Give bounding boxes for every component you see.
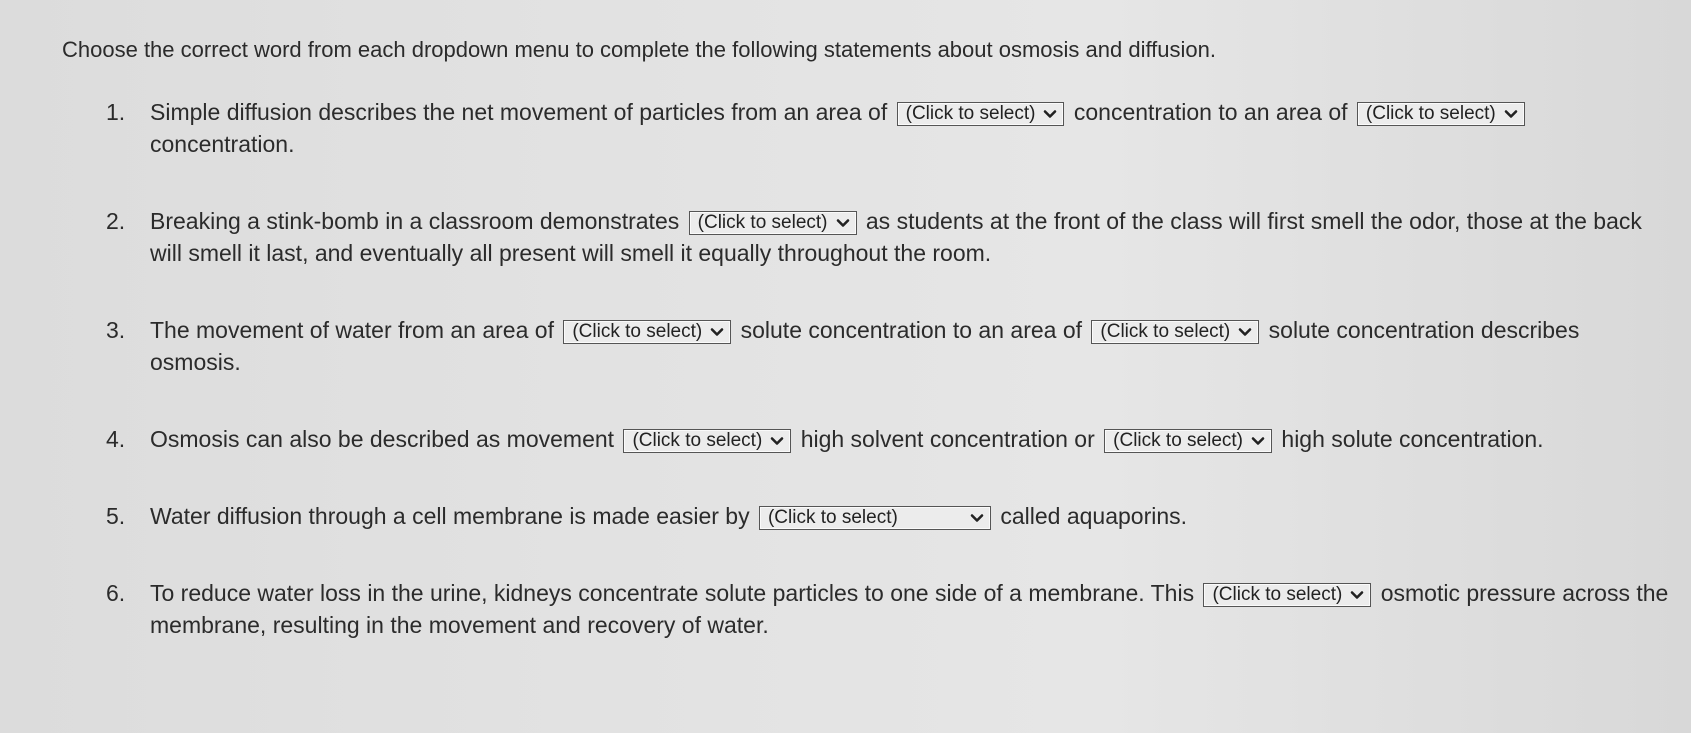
chevron-down-icon <box>1236 323 1254 341</box>
chevron-down-icon <box>1348 586 1366 604</box>
q2-dropdown-1[interactable] <box>689 211 857 235</box>
question-1 <box>62 96 1670 160</box>
q4-dropdown-2[interactable] <box>1104 429 1272 453</box>
question-number: 1. <box>106 99 126 125</box>
question-text: concentration. <box>150 131 295 157</box>
question-3 <box>62 314 1670 378</box>
chevron-down-icon <box>708 323 726 341</box>
dropdown-label: (Click to select) <box>1365 102 1496 124</box>
question-number: 4. <box>106 426 126 452</box>
dropdown-label: (Click to select) <box>572 320 703 342</box>
question-text: Breaking a stink-bomb in a classroom demonstrates <box>150 208 680 234</box>
dropdown-label: (Click to select) <box>632 429 763 451</box>
question-text: solute concentration to an area of <box>740 317 1083 343</box>
question-list <box>62 96 1669 641</box>
question-6 <box>62 577 1670 641</box>
question-text: Water diffusion through a cell membrane is made easier by <box>150 503 750 529</box>
question-text: called aquaporins. <box>1000 503 1188 529</box>
dropdown-label: (Click to select) <box>1113 429 1244 451</box>
question-number: 6. <box>106 580 126 606</box>
question-text: concentration to an area of <box>1073 99 1348 125</box>
question-2 <box>62 205 1670 269</box>
question-text: Osmosis can also be described as movement <box>150 426 615 452</box>
question-text: high solvent concentration or <box>800 426 1095 452</box>
chevron-down-icon <box>768 432 786 450</box>
chevron-down-icon <box>1249 432 1267 450</box>
chevron-down-icon <box>834 214 852 232</box>
q6-dropdown-1[interactable] <box>1203 583 1371 607</box>
question-text: solute concentration describes osmosis. <box>150 317 1580 375</box>
question-text: Simple diffusion describes the net movement of particles from an area of <box>150 99 888 125</box>
q3-dropdown-2[interactable] <box>1091 320 1259 344</box>
question-number: 2. <box>106 208 126 234</box>
question-text: The movement of water from an area of <box>150 317 554 343</box>
dropdown-label: (Click to select) <box>1100 320 1231 342</box>
question-5 <box>62 500 1670 532</box>
dropdown-label: (Click to select) <box>697 211 828 233</box>
dropdown-label: (Click to select) <box>905 102 1036 124</box>
dropdown-label: (Click to select) <box>1212 583 1343 605</box>
instructions-text: Choose the correct word from each dropdown menu to complete the following statements about osmosis and diffusion. <box>62 37 1217 62</box>
question-text: osmotic pressure across the membrane, resulting in the movement and recovery of water. <box>150 580 1669 638</box>
chevron-down-icon <box>1041 105 1059 123</box>
question-4 <box>62 423 1670 455</box>
chevron-down-icon <box>968 509 986 527</box>
question-text: high solute concentration. <box>1281 426 1544 452</box>
dropdown-label: (Click to select) <box>767 506 898 528</box>
question-text: To reduce water loss in the urine, kidneys concentrate solute particles to one side of a membrane. This <box>150 580 1195 606</box>
q1-dropdown-1[interactable] <box>897 102 1065 126</box>
q5-dropdown-1[interactable] <box>759 506 991 530</box>
q3-dropdown-1[interactable] <box>563 320 731 344</box>
q1-dropdown-2[interactable] <box>1357 102 1525 126</box>
chevron-down-icon <box>1502 105 1520 123</box>
q4-dropdown-1[interactable] <box>623 429 791 453</box>
question-number: 5. <box>106 503 126 529</box>
question-number: 3. <box>106 317 126 343</box>
question-text: as students at the front of the class will first smell the odor, those at the back will smell it last, and eventually all present will smell it equally throughout the room. <box>150 208 1642 266</box>
